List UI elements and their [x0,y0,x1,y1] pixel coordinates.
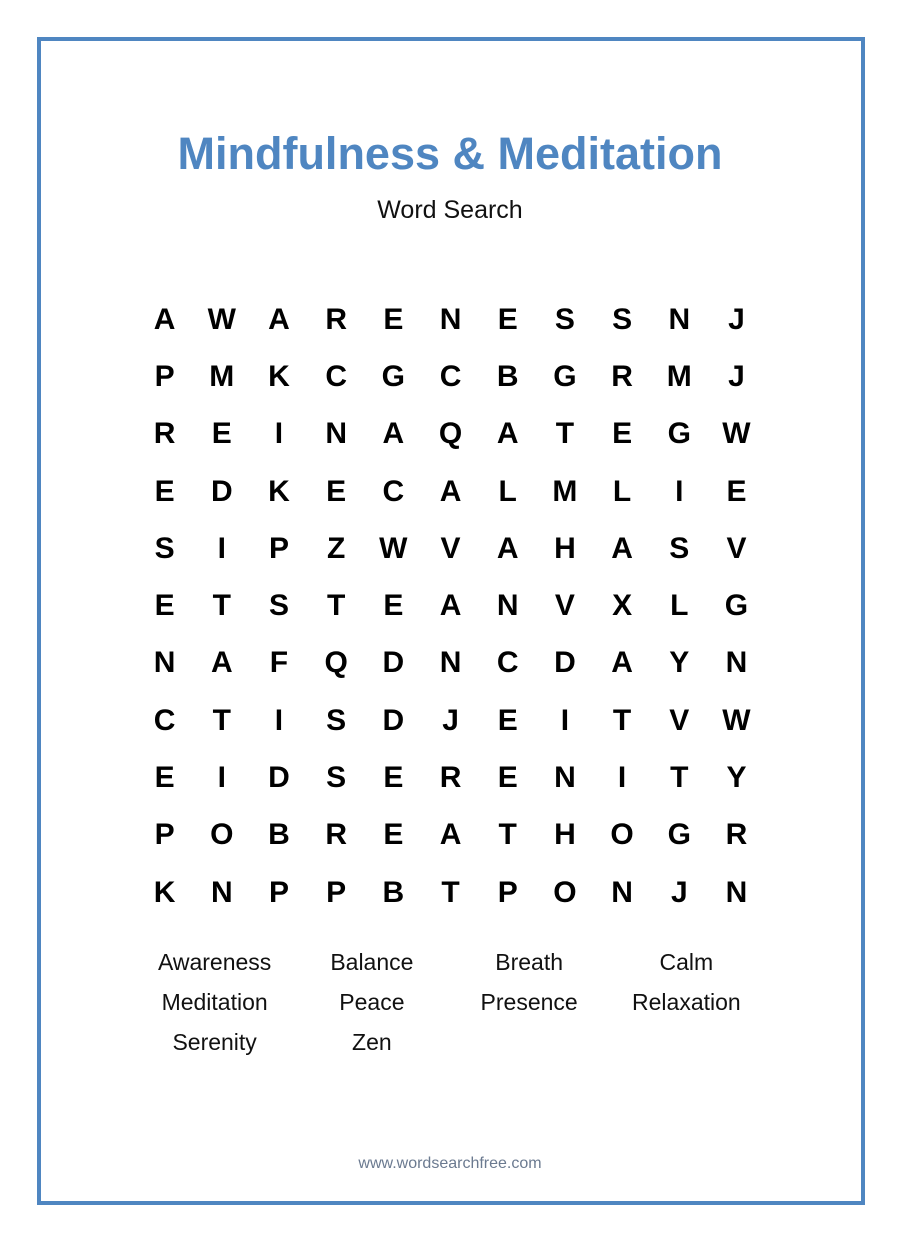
grid-letter: A [611,646,633,680]
grid-letter: S [154,531,175,565]
grid-letter: N [668,302,691,336]
grid-letter: W [722,703,751,737]
grid-letter: P [154,359,175,393]
grid-letter: D [268,761,290,795]
grid-letter: R [325,302,347,336]
grid-letter: K [268,359,290,393]
grid-letter: C [382,474,405,508]
grid-letter: V [440,531,461,565]
grid-letter: O [610,818,634,852]
grid-letter: Q [438,417,463,451]
grid-letter: S [326,761,347,795]
grid-letter: D [382,646,405,680]
grid-letter: W [207,302,236,336]
grid-letter: T [441,875,460,909]
grid-letter: R [325,818,347,852]
grid-letter: L [670,589,689,623]
grid-letter: K [153,875,176,909]
grid-letter: V [554,589,575,623]
grid-letter: T [555,417,575,451]
grid-letter: G [667,417,691,451]
grid-letter: A [611,531,633,565]
grid-letter: D [554,646,576,680]
grid-letter: K [268,474,290,508]
grid-letter: I [217,761,226,795]
grid-letter: I [217,531,226,565]
grid-letter: N [325,417,347,451]
grid-letter: T [498,818,517,852]
word-list-item: Awareness [157,949,272,975]
grid-letter: I [274,703,284,737]
grid-letter: L [612,474,632,508]
grid-letter: E [154,474,175,508]
grid-letter: E [383,761,404,795]
grid-letter: T [670,761,689,795]
grid-letter: R [439,761,462,795]
grid-letter: N [210,875,233,909]
word-list-item: Serenity [172,1029,257,1055]
word-list-item: Calm [659,949,714,975]
word-list-item: Balance [330,949,414,975]
grid-letter: N [439,646,462,680]
grid-letter: E [383,818,404,852]
grid-letter: I [274,417,284,451]
grid-letter: S [554,302,575,336]
grid-letter: E [383,589,404,623]
grid-letter: A [439,474,462,508]
grid-letter: E [154,589,175,623]
grid-letter: Y [726,761,747,795]
grid-letter: Q [324,646,348,680]
grid-letter: A [210,646,233,680]
grid-letter: A [439,589,462,623]
grid-letter: N [554,761,576,795]
grid-letter: D [382,703,405,737]
grid-letter: C [325,359,347,393]
grid-letter: T [212,589,231,623]
grid-letter: J [728,359,745,393]
grid-letter: R [611,359,633,393]
grid-letter: T [612,703,632,737]
grid-letter: L [498,474,517,508]
grid-letter: X [612,589,633,623]
grid-letter: S [612,302,633,336]
grid-letter: M [552,474,578,508]
grid-letter: J [442,703,459,737]
grid-letter: N [153,646,176,680]
grid-letter: M [209,359,235,393]
grid-letter: C [153,703,176,737]
grid-letter: A [382,417,405,451]
grid-letter: P [268,531,289,565]
grid-letter: N [496,589,519,623]
grid-letter: S [268,589,289,623]
grid-letter: I [560,703,570,737]
grid-letter: Z [326,531,346,565]
grid-letter: S [669,531,690,565]
grid-letter: A [496,531,519,565]
grid-letter: T [326,589,346,623]
grid-letter: P [326,875,347,909]
grid-letter: I [675,474,684,508]
grid-letter: H [554,531,576,565]
grid-letter: A [496,417,519,451]
grid-letter: N [439,302,462,336]
grid-letter: W [722,417,751,451]
grid-letter: E [326,474,347,508]
grid-letter: E [497,761,518,795]
grid-letter: C [439,359,462,393]
grid-letter: A [153,302,176,336]
grid-letter: E [211,417,232,451]
grid-letter: P [268,875,289,909]
grid-letter: N [725,646,748,680]
grid-letter: M [666,359,692,393]
page-subtitle: Word Search [377,196,523,224]
grid-letter: B [382,875,405,909]
grid-letter: G [381,359,406,393]
word-list-item: Presence [480,989,578,1015]
grid-letter: G [553,359,577,393]
grid-letter: E [497,703,518,737]
word-list-item: Peace [339,989,405,1015]
grid-letter: C [496,646,519,680]
word-list-item: Meditation [161,989,268,1015]
grid-letter: J [728,302,745,336]
grid-letter: R [153,417,176,451]
grid-letter: E [154,761,175,795]
grid-letter: H [554,818,576,852]
grid-letter: O [553,875,577,909]
grid-letter: B [268,818,290,852]
grid-letter: F [269,646,289,680]
grid-letter: R [725,818,748,852]
grid-letter: W [379,531,408,565]
grid-letter: T [212,703,231,737]
grid-letter: D [210,474,233,508]
grid-letter: V [669,703,690,737]
grid-letter: I [617,761,627,795]
page-title: Mindfulness & Meditation [177,128,723,179]
footer-website: www.wordsearchfree.com [358,1155,542,1172]
word-list-item: Breath [495,949,563,975]
letter-grid [136,291,765,921]
grid-letter: E [383,302,404,336]
grid-letter: A [268,302,290,336]
grid-letter: P [497,875,518,909]
grid-letter: J [670,875,688,909]
grid-letter: A [439,818,462,852]
grid-letter: N [725,875,748,909]
word-list-item: Zen [352,1029,392,1055]
grid-letter: V [726,531,747,565]
grid-letter: G [724,589,749,623]
grid-letter: Y [669,646,690,680]
grid-letter: B [496,359,519,393]
grid-letter: E [726,474,747,508]
grid-letter: P [154,818,175,852]
grid-letter: N [611,875,633,909]
grid-letter: G [667,818,691,852]
grid-letter: O [210,818,234,852]
grid-letter: E [497,302,518,336]
grid-letter: S [326,703,347,737]
grid-letter: E [612,417,633,451]
word-list [136,945,765,1065]
word-list-item: Relaxation [632,989,741,1015]
